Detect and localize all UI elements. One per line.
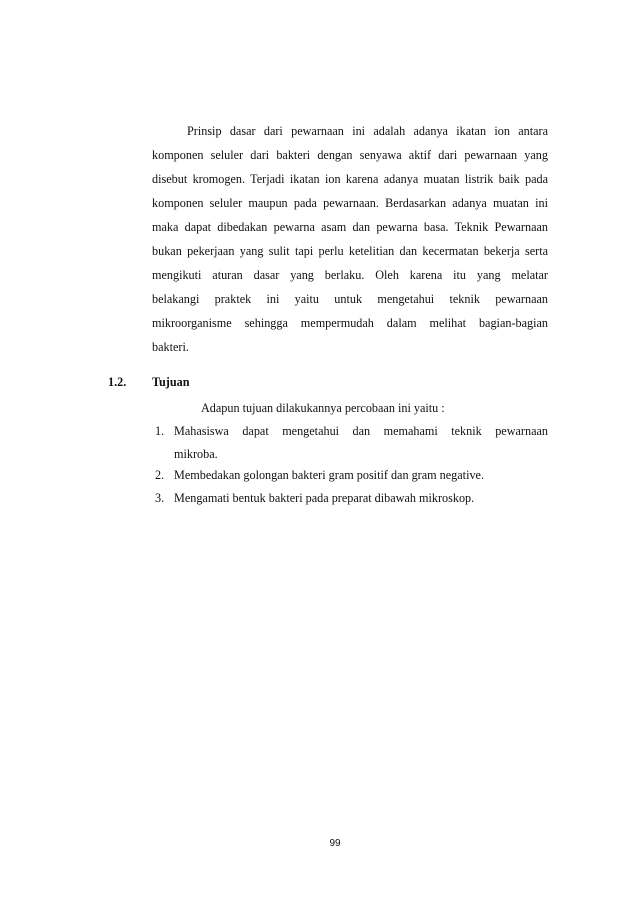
- paragraph-line: Prinsip dasar dari pewarnaan ini adalah adanya ikatan ion antara: [187, 124, 548, 138]
- paragraph-line: bakteri.: [152, 340, 189, 354]
- paragraph-line: mikroorganisme sehingga mempermudah dalam melihat bagian-bagian: [152, 316, 548, 330]
- list-item-number: 3.: [155, 491, 165, 505]
- paragraph-line: maka dapat dibedakan pewarna asam dan pewarna basa. Teknik Pewarnaan: [152, 220, 548, 234]
- paragraph-line: bukan pekerjaan yang sulit tapi perlu ketelitian dan kecermatan bekerja serta: [152, 244, 548, 258]
- list-item-text: Mahasiswa dapat mengetahui dan memahami teknik pewarnaan: [174, 424, 548, 438]
- list-item-number: 1.: [155, 424, 165, 438]
- paragraph-line: disebut kromogen. Terjadi ikatan ion karena adanya muatan listrik baik pada: [152, 172, 548, 186]
- list-item-number: 2.: [155, 468, 165, 482]
- list-item-text: Mengamati bentuk bakteri pada preparat dibawah mikroskop.: [174, 491, 475, 505]
- paragraph-line: belakangi praktek ini yaitu untuk mengetahui teknik pewarnaan: [152, 292, 548, 306]
- list-item-text: mikroba.: [174, 447, 218, 461]
- paragraph-line: komponen seluler dari bakteri dengan senyawa aktif dari pewarnaan yang: [152, 148, 548, 162]
- section-title: Tujuan: [152, 375, 190, 389]
- paragraph-line: mengikuti aturan dasar yang berlaku. Oleh karena itu yang melatar: [152, 268, 548, 282]
- page-number: 99: [329, 838, 341, 849]
- section-number: 1.2.: [108, 375, 127, 389]
- section-intro: Adapun tujuan dilakukannya percobaan ini yaitu :: [201, 401, 445, 415]
- paragraph-line: komponen seluler maupun pada pewarnaan. Berdasarkan adanya muatan ini: [152, 196, 548, 210]
- list-item-text: Membedakan golongan bakteri gram positif dan gram negative.: [174, 468, 485, 482]
